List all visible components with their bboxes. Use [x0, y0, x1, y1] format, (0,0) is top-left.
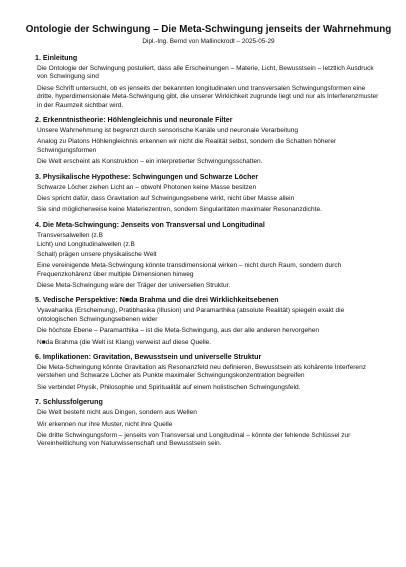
section-5	[37, 296, 380, 347]
paragraph: Schall) prägen unsere physikalische Welt	[37, 250, 157, 258]
paragraph: Diese Meta-Schwingung wäre der Träger der universellen Struktur.	[37, 281, 231, 289]
section-heading: 7. Schlussfolgerung	[35, 398, 103, 407]
section-2	[37, 116, 380, 167]
paragraph: Schwarze Löcher ziehen Licht an – obwohl Photonen keine Masse besitzen	[37, 183, 257, 191]
paragraph: Eine vereinigende Meta-Schwingung könnte transdimensional wirken – nicht durch Raum, sondern durch Frequenzkohärenz über multiple Dimensionen hinweg	[37, 262, 342, 278]
section-4	[37, 221, 380, 290]
paragraph: Diese Schrift untersucht, ob es jenseits der bekannten longitudinalen und transversalen Schwingungsformen eine dritte, hyperdimensionale Meta-Schwingung gibt, die unserer Wirklichkeit zugrunde liegt und nur als Interferenzmuster in der Raumzeit sichtbar wird.	[37, 84, 379, 109]
paragraph: Wir erkennen nur ihre Muster, nicht ihre Quelle	[37, 420, 173, 428]
paragraph: Die Welt erscheint als Konstruktion – ein interpretierter Schwingungsschatten.	[37, 158, 263, 166]
section-heading: 4. Die Meta-Schwingung: Jenseits von Transversal und Longitudinal	[35, 220, 265, 229]
document-body	[37, 54, 380, 449]
paragraph: Die Ontologie der Schwingung postuliert, dass alle Erscheinungen – Materie, Licht, Bewusstsein – letztlich Ausdruck von Schwingung sind	[37, 65, 374, 81]
section-heading: 1. Einleitung	[35, 54, 78, 62]
section-heading: 3. Physikalische Hypothese: Schwingungen und Schwarze Löcher	[35, 172, 259, 181]
paragraph: Transversalwellen (z.B	[37, 231, 103, 239]
document-title: Ontologie der Schwingung – Die Meta-Schwingung jenseits der Wahrnehmung	[25, 24, 392, 35]
paragraph: Analog zu Platons Höhlengleichnis erkennen wir nicht die Realität selbst, sondern die Schatten höherer Schwingungsformen	[37, 138, 337, 154]
paragraph: Unsere Wahrnehmung ist begrenzt durch sensorische Kanäle und neuronale Verarbeitung	[37, 127, 299, 135]
section-7	[37, 398, 380, 449]
paragraph: Die dritte Schwingungsform – jenseits von Transversal und Longitudinal – könnte der fehlende Schlüssel zur Vereinheitlichung von Naturwissenschaft und Bewusstsein sein.	[37, 431, 351, 448]
section-1	[37, 54, 380, 110]
paragraph: Licht) und Longitudinalwellen (z.B	[37, 241, 135, 249]
paragraph: N■da Brahma (die Welt ist Klang) verweist auf diese Quelle.	[37, 338, 212, 346]
paragraph: Vyavaharika (Erscheinung), Pratibhasika (Illusion) und Paramarthika (absolute Realität) spiegeln exakt die ontologischen Schwingungsebenen wider	[37, 307, 345, 323]
paragraph: Die höchste Ebene – Paramarthika – ist die Meta-Schwingung, aus der alle anderen hervorgehen	[37, 327, 320, 335]
section-heading: 2. Erkenntnistheorie: Höhlengleichnis und neuronale Filter	[35, 116, 233, 125]
section-6	[37, 353, 380, 392]
paragraph: Die Welt besteht nicht aus Dingen, sondern aus Wellen	[37, 409, 197, 417]
section-heading: 6. Implikationen: Gravitation, Bewusstsein und universelle Struktur	[35, 352, 262, 361]
paragraph: Die Meta-Schwingung könnte Gravitation als Resonanzfeld neu definieren, Bewusstsein als kohärente Interferenz verstehen und Schwarze Löcher als Punkte maximaler Schwingungskonzentration begreifen	[37, 363, 366, 380]
paragraph: Dies spricht dafür, dass Gravitation auf Schwingungsebene wirkt, nicht über Masse allein	[37, 195, 295, 203]
paragraph: Sie sind möglicherweise keine Materiezentren, sondern Singularitäten maximaler Resonanzdichte.	[37, 206, 322, 214]
section-3	[37, 173, 380, 215]
author-line: Dipl.-Ing. Bernd von Mallinckrodt – 2025-05-29	[142, 38, 275, 45]
section-heading: 5. Vedische Perspektive: N■da Brahma und die drei Wirklichkeitsebenen	[35, 296, 279, 305]
paragraph: Sie verbindet Physik, Philosophie und Spiritualität auf einem holistischen Schwingungsfeld.	[37, 383, 301, 391]
